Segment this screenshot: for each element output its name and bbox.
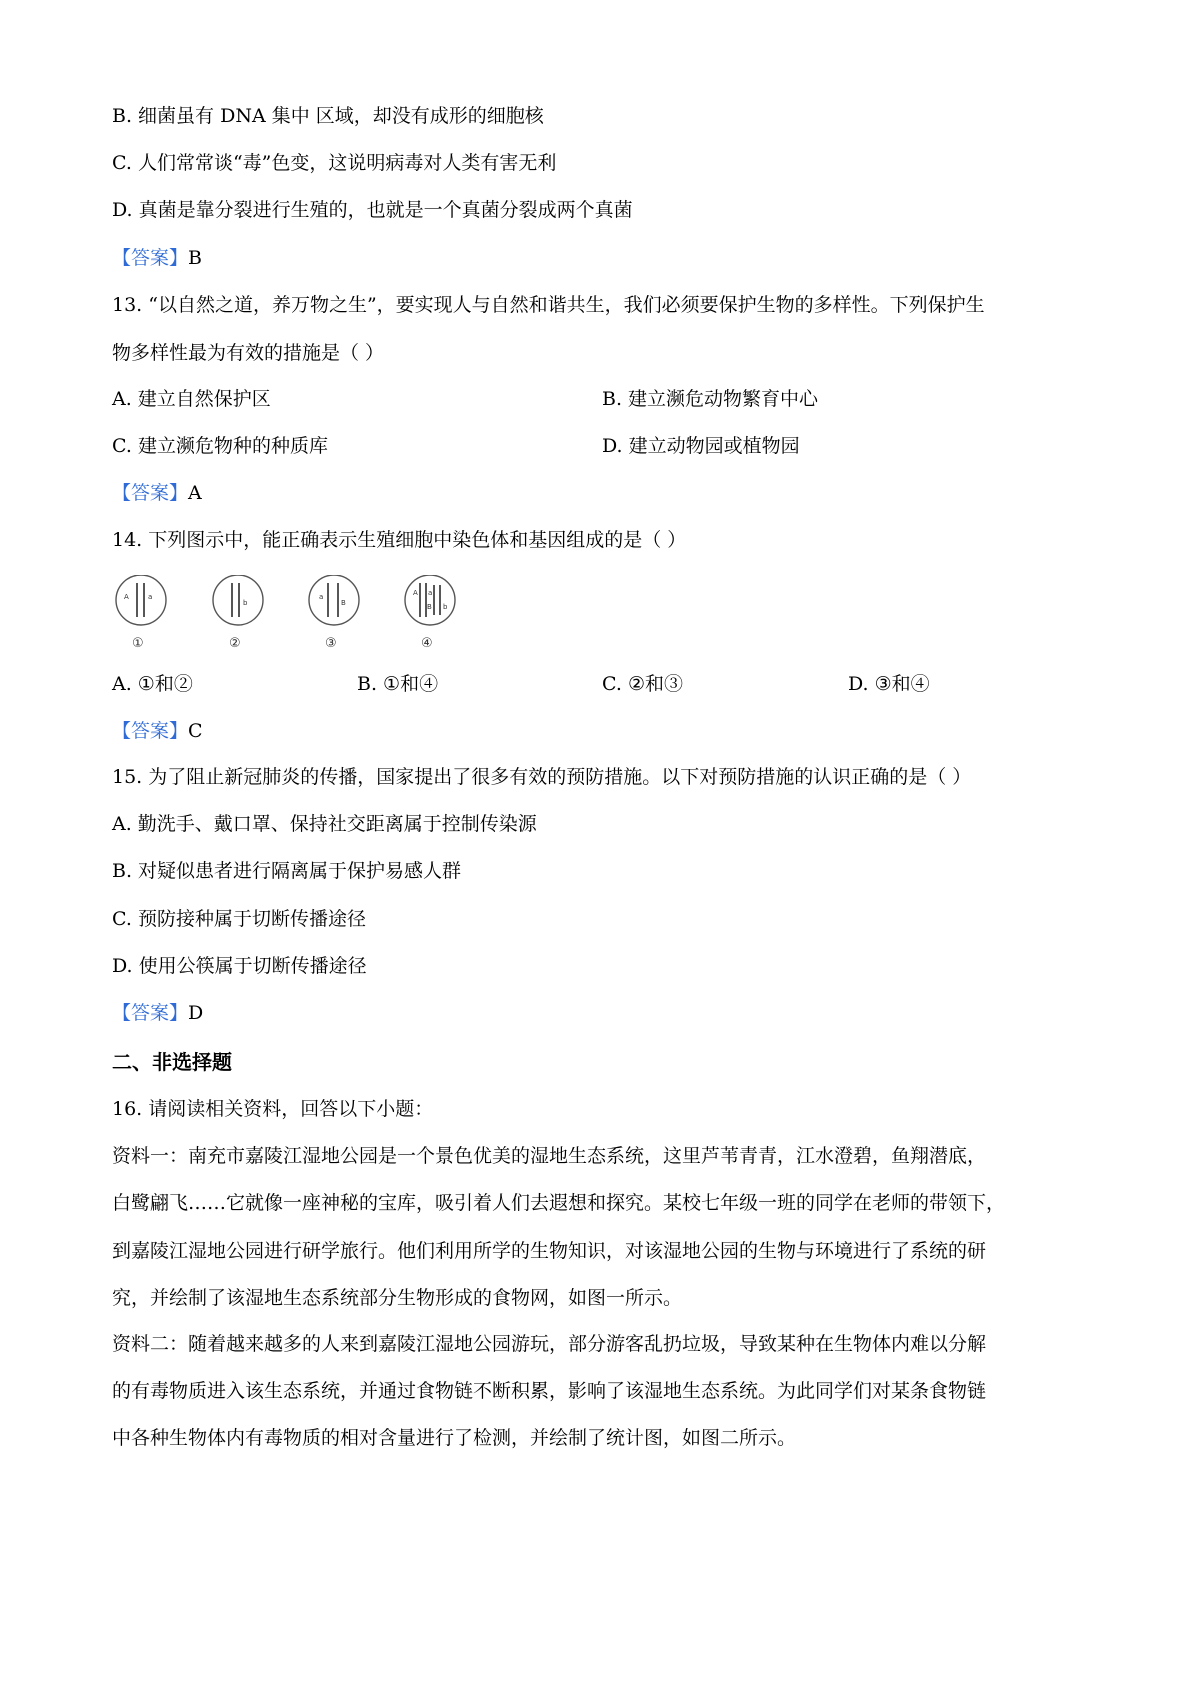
cell-4-gene-4: b [443,603,448,611]
cell-4-label: ④ [421,636,433,650]
q15-option-b: B. 对疑似患者进行隔离属于保护易感人群 [112,860,462,882]
q14-answer: C [188,720,203,742]
q15-option-c: C. 预防接种属于切断传播途径 [112,908,366,930]
q14-answer-line [112,722,203,741]
q16-material1-line1: 资料一：南充市嘉陵江湿地公园是一个景色优美的湿地生态系统，这里芦苇青青，江水澄碧，鱼翔潜底， [112,1145,987,1167]
q13-stem-line1: 13. “以自然之道，养万物之生”，要实现人与自然和谐共生，我们必须要保护生物的多样性。下列保护生 [112,294,985,316]
q12-option-b: B. 细菌虽有 DNA 集中 区域，却没有成形的细胞核 [112,105,544,127]
q14-option-d: D. ③和④ [848,673,930,695]
cell-3-gene-1: a [319,593,324,601]
answer-tag: 【答案】 [112,1002,189,1024]
cell-3-label: ③ [325,636,337,650]
q13-option-c: C. 建立濒危物种的种质库 [112,435,328,457]
q14-stem: 14. 下列图示中，能正确表示生殖细胞中染色体和基因组成的是（ ） [112,529,687,551]
cell-1-gene-2: a [148,593,153,601]
cell-diagrams [112,575,472,650]
q16-material2-line2: 的有毒物质进入该生态系统，并通过食物链不断积累，影响了该湿地生态系统。为此同学们对某条食物链 [112,1380,987,1402]
answer-tag: 【答案】 [112,247,189,269]
q13-answer: A [188,482,202,504]
cell-diagram-figure [112,575,472,655]
cell-2-label: ② [229,636,241,650]
q16-material2-line3: 中各种生物体内有毒物质的相对含量进行了检测，并绘制了统计图，如图二所示。 [112,1427,797,1449]
q12-answer-line [112,249,202,268]
cell-4-gene-1: A [413,589,418,597]
q15-stem: 15. 为了阻止新冠肺炎的传播，国家提出了很多有效的预防措施。以下对预防措施的认识正确的是（ ） [112,766,972,788]
q12-answer: B [188,247,202,269]
cell-2 [213,575,263,650]
q15-answer-line [112,1004,203,1023]
q13-option-a: A. 建立自然保护区 [112,388,271,410]
cell-4-gene-2: a [428,589,433,597]
q15-option-a: A. 勤洗手、戴口罩、保持社交距离属于控制传染源 [112,813,537,835]
cell-4-gene-3: B [427,603,432,611]
q16-stem: 16. 请阅读相关资料，回答以下小题： [112,1098,434,1120]
q16-material2-line1: 资料二：随着越来越多的人来到嘉陵江湿地公园游玩，部分游客乱扔垃圾，导致某种在生物体内难以分解 [112,1333,987,1355]
answer-tag: 【答案】 [112,482,189,504]
q13-option-b: B. 建立濒危动物繁育中心 [602,388,819,410]
q16-material1-line4: 究，并绘制了该湿地生态系统部分生物形成的食物网，如图一所示。 [112,1287,683,1309]
q13-option-d: D. 建立动物园或植物园 [602,435,800,457]
cell-1 [116,575,166,650]
q16-material1-line2: 白鹭翩飞……它就像一座神秘的宝库，吸引着人们去遐想和探究。某校七年级一班的同学在老师的带领下， [112,1192,1006,1214]
cell-4 [405,575,455,650]
section-title: 二、非选择题 [112,1050,232,1074]
q12-option-d: D. 真菌是靠分裂进行生殖的，也就是一个真菌分裂成两个真菌 [112,199,633,221]
cell-1-gene-1: A [124,593,129,601]
q13-stem-line2: 物多样性最为有效的措施是（ ） [112,342,385,364]
cell-3 [309,575,359,650]
cell-3-gene-2: B [341,599,346,607]
q12-option-c: C. 人们常常谈“毒”色变，这说明病毒对人类有害无利 [112,152,557,174]
q15-option-d: D. 使用公筷属于切断传播途径 [112,955,367,977]
q13-answer-line [112,484,202,503]
q15-answer: D [188,1002,204,1024]
answer-tag: 【答案】 [112,720,189,742]
cell-2-gene-1: b [243,599,248,607]
q14-option-a: A. ①和② [112,673,193,695]
q14-option-b: B. ①和④ [357,673,439,695]
q14-option-c: C. ②和③ [602,673,683,695]
cell-1-label: ① [132,636,144,650]
q16-material1-line3: 到嘉陵江湿地公园进行研学旅行。他们利用所学的生物知识，对该湿地公园的生物与环境进行了系统的研 [112,1240,987,1262]
